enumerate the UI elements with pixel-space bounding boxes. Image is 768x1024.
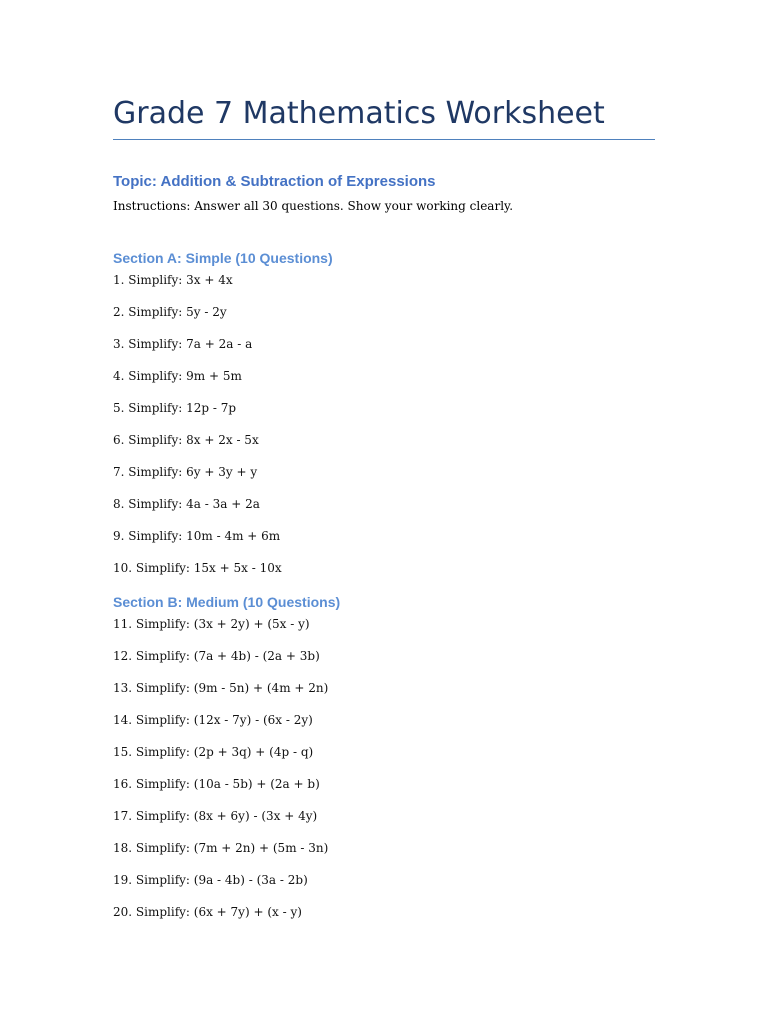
question-item: 12. Simplify: (7a + 4b) - (2a + 3b) [113,649,320,663]
question-item: 4. Simplify: 9m + 5m [113,369,242,383]
question-item: 6. Simplify: 8x + 2x - 5x [113,433,259,447]
question-item: 2. Simplify: 5y - 2y [113,305,227,319]
section-b-heading: Section B: Medium (10 Questions) [113,594,341,610]
question-item: 9. Simplify: 10m - 4m + 6m [113,529,281,543]
question-item: 13. Simplify: (9m - 5n) + (4m + 2n) [113,681,329,695]
question-item: 14. Simplify: (12x - 7y) - (6x - 2y) [113,713,313,727]
title-underline [113,139,655,140]
question-item: 17. Simplify: (8x + 6y) - (3x + 4y) [113,809,318,823]
question-item: 5. Simplify: 12p - 7p [113,401,237,415]
worksheet-title: Grade 7 Mathematics Worksheet [113,96,605,131]
question-item: 18. Simplify: (7m + 2n) + (5m - 3n) [113,841,329,855]
question-item: 15. Simplify: (2p + 3q) + (4p - q) [113,745,314,759]
question-item: 8. Simplify: 4a - 3a + 2a [113,497,260,511]
section-a-heading: Section A: Simple (10 Questions) [113,250,333,266]
question-item: 11. Simplify: (3x + 2y) + (5x - y) [113,617,310,631]
question-item: 20. Simplify: (6x + 7y) + (x - y) [113,905,302,919]
question-item: 10. Simplify: 15x + 5x - 10x [113,561,282,575]
question-item: 16. Simplify: (10a - 5b) + (2a + b) [113,777,320,791]
instructions-text: Instructions: Answer all 30 questions. Show your working clearly. [113,199,514,213]
question-item: 1. Simplify: 3x + 4x [113,273,233,287]
topic-heading: Topic: Addition & Subtraction of Expressions [113,173,436,190]
question-item: 7. Simplify: 6y + 3y + y [113,465,258,479]
question-item: 19. Simplify: (9a - 4b) - (3a - 2b) [113,873,308,887]
question-item: 3. Simplify: 7a + 2a - a [113,337,253,351]
